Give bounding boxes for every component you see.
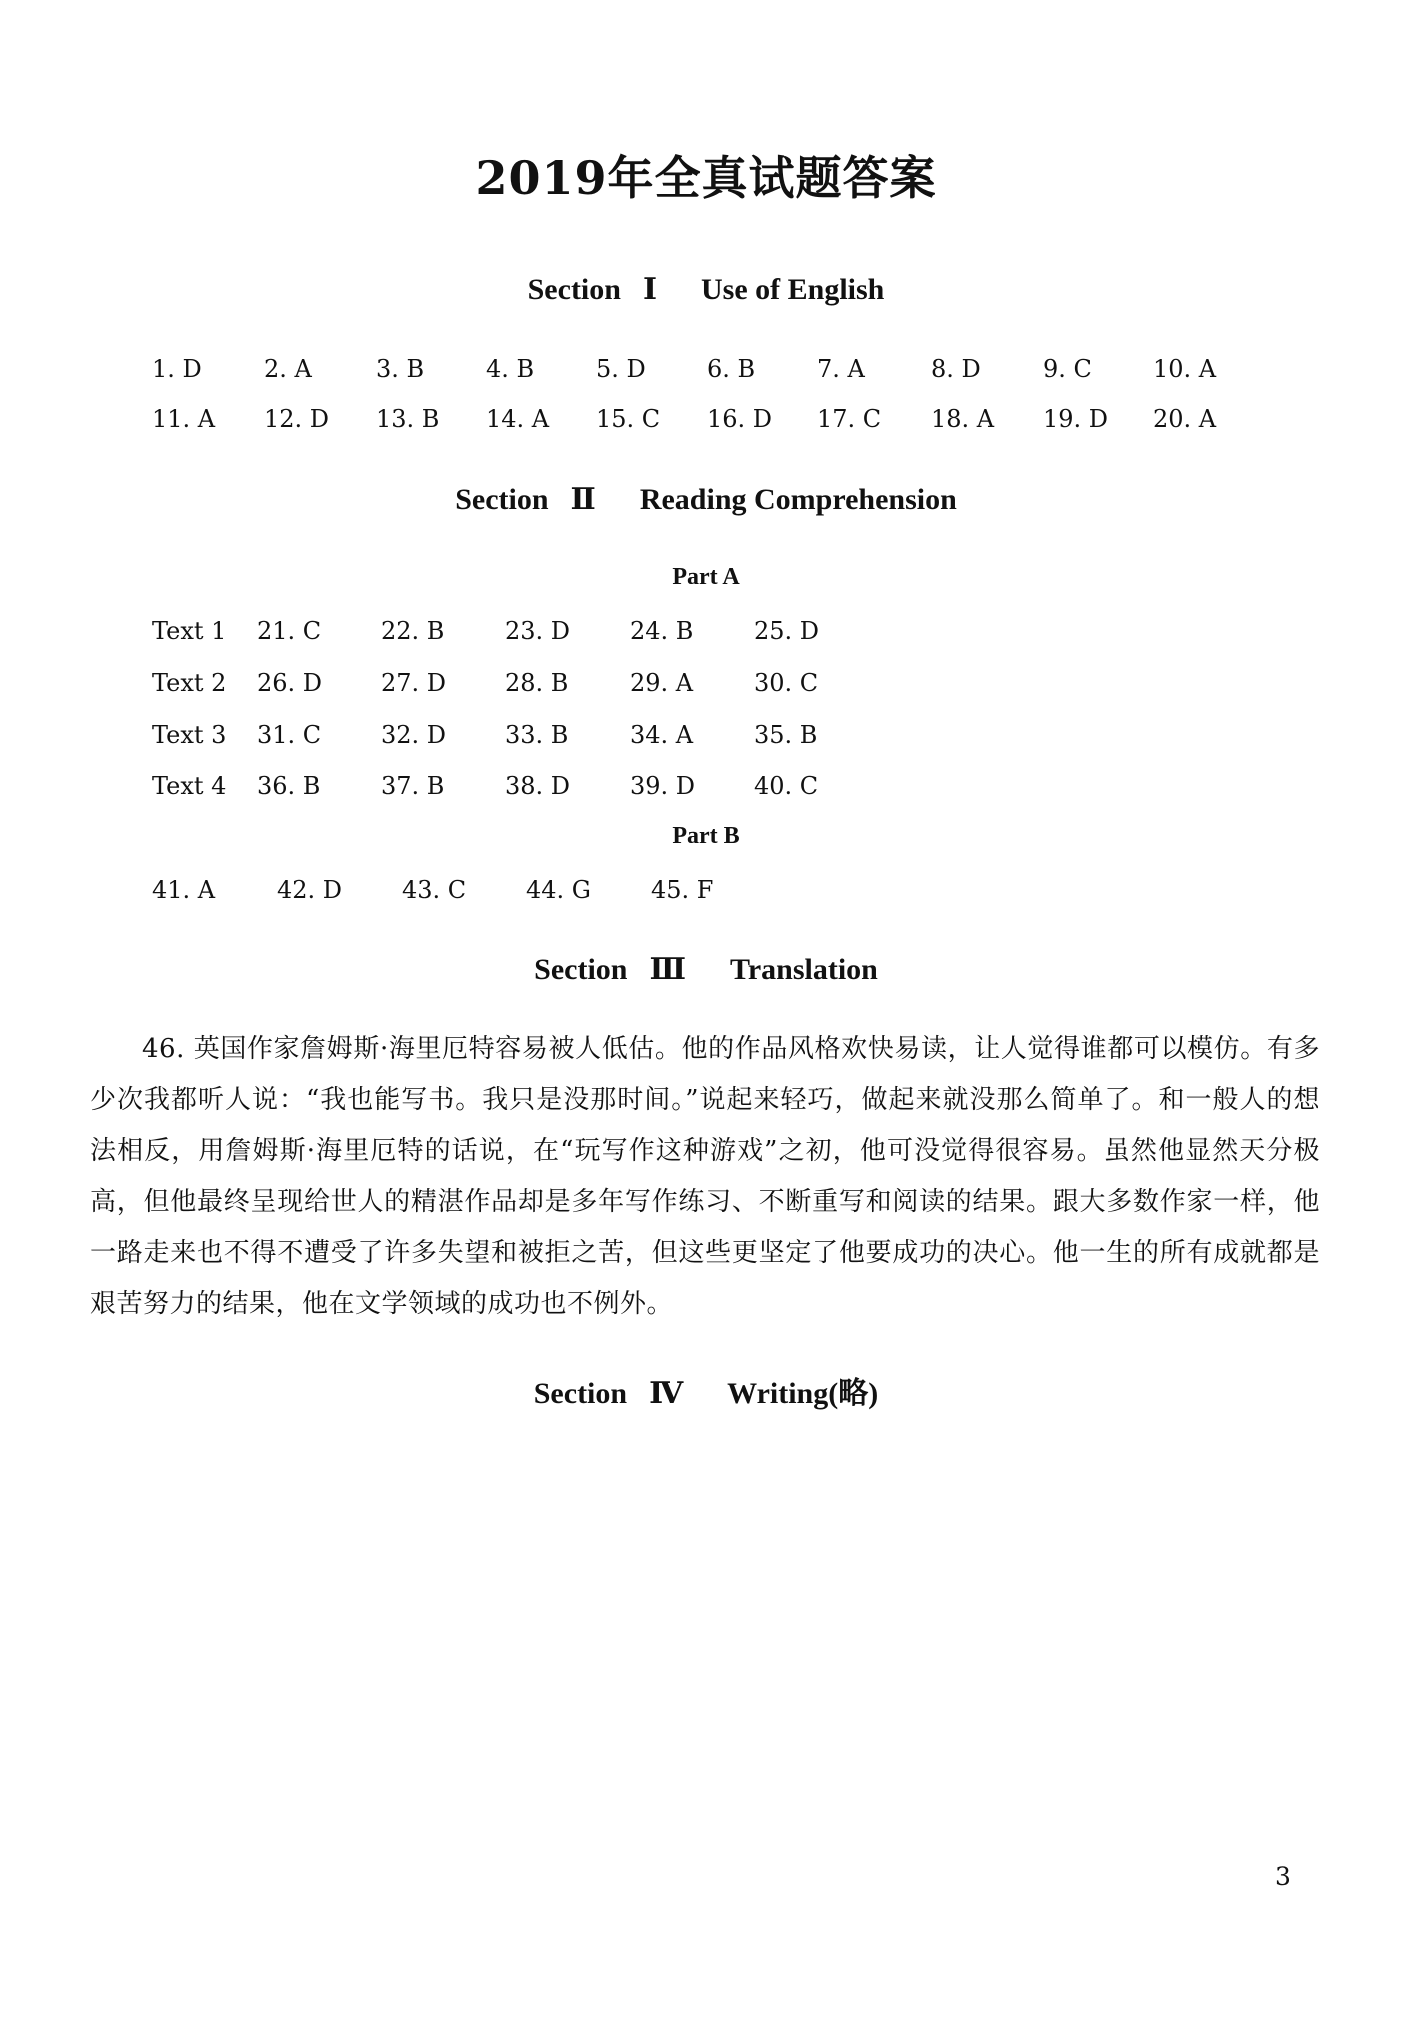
section-3-numeral: Ⅲ <box>649 953 687 986</box>
section-1-heading <box>0 272 1412 307</box>
answer-item: 4. B <box>486 355 535 383</box>
part-a-row-text-4 <box>0 772 1412 806</box>
part-a-row-text-1 <box>0 617 1412 651</box>
section-2-label: Section <box>455 483 549 516</box>
text-label: Text 2 <box>152 669 227 697</box>
answer-item: 13. B <box>376 405 440 433</box>
part-a-heading: Part A <box>672 564 740 590</box>
section-3-label: Section <box>534 953 628 986</box>
answer-item: 11. A <box>152 405 216 433</box>
answer-item: 17. C <box>817 405 882 433</box>
answer-item: 26. D <box>257 669 323 697</box>
answer-item: 29. A <box>630 669 694 697</box>
answer-item: 3. B <box>376 355 425 383</box>
part-a-row-text-2 <box>0 669 1412 703</box>
answer-item: 25. D <box>754 617 820 645</box>
answer-item: 15. C <box>596 405 661 433</box>
section-4-heading <box>0 1368 1412 1412</box>
part-b-heading: Part B <box>672 823 740 849</box>
section-2-heading <box>0 482 1412 517</box>
section-4-name: Writing(略) <box>727 1377 879 1410</box>
translation-answer-paragraph: 46. 英国作家詹姆斯·海里厄特容易被人低估。他的作品风格欢快易读，让人觉得谁都可以模仿。有多少次我都听人说：“我也能写书。我只是没那时间。”说起来轻巧，做起来就没那么简单了。和一般人的想法相反，用詹姆斯·海里厄特的话说，在“玩写作这种游戏”之初，他可没觉得很容易。虽然他显然天分极高，但他最终呈现给世人的精湛作品却是多年写作练习、不断重写和阅读的结果。跟大多数作家一样，他一路走来也不得不遭受了许多失望和被拒之苦，但这些更坚定了他要成功的决心。他一生的所有成就都是艰苦努力的结果，他在文学领域的成功也不例外。 <box>90 1034 1320 1319</box>
answer-item: 28. B <box>505 669 569 697</box>
answer-item: 33. B <box>505 721 569 749</box>
answer-item: 7. A <box>817 355 865 383</box>
section-3-name: Translation <box>730 953 878 986</box>
answer-item: 9. C <box>1043 355 1092 383</box>
answer-item: 30. C <box>754 669 819 697</box>
answer-item: 42. D <box>277 876 343 904</box>
answer-item: 27. D <box>381 669 447 697</box>
answer-item: 23. D <box>505 617 571 645</box>
page-title: 2019年全真试题答案 <box>475 151 937 205</box>
answer-item: 14. A <box>486 405 550 433</box>
answer-item: 10. A <box>1153 355 1217 383</box>
answer-item: 39. D <box>630 772 696 800</box>
section-1-label: Section <box>527 273 621 306</box>
section-4-numeral: Ⅳ <box>649 1377 684 1410</box>
answer-item: 45. F <box>651 876 714 904</box>
answer-item: 36. B <box>257 772 321 800</box>
answer-item: 35. B <box>754 721 818 749</box>
part-b-row <box>0 876 1412 910</box>
answer-item: 8. D <box>931 355 981 383</box>
section-4-label: Section <box>533 1377 628 1410</box>
part-a-row-text-3 <box>0 721 1412 755</box>
answer-item: 31. C <box>257 721 322 749</box>
answer-item: 2. A <box>264 355 312 383</box>
section-3-heading <box>0 952 1412 987</box>
answer-item: 16. D <box>707 405 773 433</box>
answer-item: 12. D <box>264 405 330 433</box>
section-1-row-1 <box>0 355 1412 389</box>
answer-item: 41. A <box>152 876 216 904</box>
answer-item: 32. D <box>381 721 447 749</box>
section-1-numeral: Ⅰ <box>642 273 657 306</box>
answer-item: 18. A <box>931 405 995 433</box>
answer-item: 38. D <box>505 772 571 800</box>
answer-item: 6. B <box>707 355 756 383</box>
answer-item: 40. C <box>754 772 819 800</box>
text-label: Text 4 <box>152 772 227 800</box>
answer-item: 5. D <box>596 355 646 383</box>
answer-item: 24. B <box>630 617 694 645</box>
text-label: Text 1 <box>152 617 227 645</box>
answer-item: 19. D <box>1043 405 1109 433</box>
section-2-name: Reading Comprehension <box>639 483 957 516</box>
section-1-row-2 <box>0 405 1412 439</box>
answer-item: 21. C <box>257 617 322 645</box>
answer-item: 34. A <box>630 721 694 749</box>
answer-item: 44. G <box>526 876 591 904</box>
section-2-numeral: Ⅱ <box>570 483 596 516</box>
section-1-name: Use of English <box>701 273 885 306</box>
page-number: 3 <box>1275 1862 1291 1891</box>
answer-item: 22. B <box>381 617 445 645</box>
answer-item: 1. D <box>152 355 202 383</box>
answer-item: 20. A <box>1153 405 1217 433</box>
answer-item: 37. B <box>381 772 445 800</box>
text-label: Text 3 <box>152 721 227 749</box>
answer-item: 43. C <box>402 876 467 904</box>
